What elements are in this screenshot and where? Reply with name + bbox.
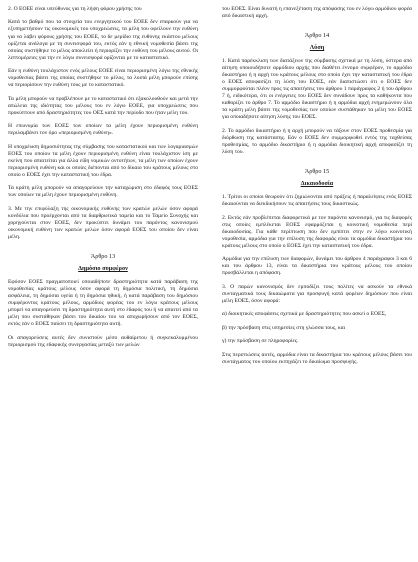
article-15-heading: Δικαιοδοσία xyxy=(300,180,334,188)
article-13-number: Άρθρο 13 xyxy=(90,253,116,260)
left-column xyxy=(8,6,198,355)
list-item-c: γ) την πρόσβαση σε πληροφορίες. xyxy=(222,338,299,345)
left-paragraph-3: Εάν η ευθύνη τουλάχιστον ενός μέλους ΕΟΕΕ είναι περιορισμένη λόγω της εθνικής νομοθεσίας βάσει της οποίας συστήθηκε το μέλος, τα λοιπά μέλη μπορούν επίσης να περιορίσουν την ευθύνη τους με το καταστατικό. xyxy=(8,68,198,89)
article-13-heading: Δημόσιο συμφέρον xyxy=(78,265,128,272)
right-paragraph-7: 3. Ο παρών κανονισμός δεν εμποδίζει τους πολίτες να ασκούν τα εθνικά συνταγματικά τους δικαιώματα για προσφυγή κατά φορέων δημόσιων που είναι μέλη ΕΟΕΣ, όσον αφορά: xyxy=(222,283,412,304)
left-paragraph-1: 2. Ο ΕΟΕΕ είναι υπεύθυνος για τη λήψη φόρου χρήσης του xyxy=(8,6,142,12)
right-paragraph-3: 2. Το αρμόδιο δικαστήριο ή η αρχή μπορούν να τάξουν στον ΕΟΕΣ προθεσμία για διόρθωση της κατάστασης. Εάν ο ΕΟΕΣ δεν συμμορφωθεί εντός της ταχθείσας προθεσμίας, το αρμόδιο δικαστήριο ή η αρμόδια διοικητική αρχή αποφασίζει τη λύση του. xyxy=(222,127,412,156)
article-14-heading: Λύση xyxy=(309,44,325,52)
article-14-number: Άρθρο 14 xyxy=(304,32,330,40)
left-paragraph-6: Η υποχρέωση δημοσιότητας της σύμβασης του καταστατικού και των λογαριασμών ΕΟΕΣ του οποίου τα μέλη έχουν περιορισμένη ευθύνη είναι τουλάχιστον ίση με εκείνη που απαιτείται για άλλα είδη νομικών οντοτήτων, τα μέλη των οποίων έχουν περιορισμένη ευθύνη και οι οποίες διέπονται από το δίκαιο του κράτους μέλους στο οποίο ο ΕΟΕΣ έχει την καταστατική του έδρα. xyxy=(8,143,198,178)
article-15-number: Άρθρο 15 xyxy=(304,168,330,176)
list-item-b: β) την πρόσβαση στις υπηρεσίες στη γλώσσα τους, και xyxy=(222,324,346,331)
right-column xyxy=(222,6,412,372)
right-paragraph-2: 1. Κατά παρέκκλιση των διατάξεων της σύμβασης σχετικά με τη λύση, ύστερα από αίτηση οποιουδήποτε αρμόδιου αρχής που διαθέτει έννομο συμφέρον, το αρμόδιο δικαστήριο ή η αρχή του κράτους μέλους στο οποίο έχει την καταστατική του έδρα ο ΕΟΕΣ αποφασίζει τη λύση του ΕΟΕΣ, εάν διαπιστώσει ότι ο ΕΟΕΣ δεν συμμορφούται πλέον προς τις απαιτήσεις του άρθρου 1 παράγραφος 2 ή του άρθρου 7 ή, ειδικότερα, ότι οι ενέργειες του ΕΟΕΣ δεν συνάδουν προς τα καθήκοντα που καθορίζει το άρθρο 7. Το αρμόδιο δικαστήριο ή η αρμόδια αρχή ενημερώνουν όλα τα κράτη μέλη βάσει της νομοθεσίας των οποίων συστάθηκαν τα μέλη του ΕΟΕΣ για οποιαδήποτε αίτηση λύσης του ΕΟΕΣ. xyxy=(222,58,412,121)
left-paragraph-10: Οι απαγορεύσεις αυτές δεν συνιστούν μέσο αυθαίρετου ή συγκεκαλυμμένου περιορισμού της εδαφικής συνεργασίας μεταξύ των μελών xyxy=(8,334,198,348)
left-paragraph-4: Τα μέλη μπορούν να προβλέπουν με το καταστατικό ότι εξακολουθούν και μετά την απώλεια της ιδιότητας του μέλους του εν λόγω ΕΟΕΕ, για υποχρεώσεις που προκύπτουν από δραστηριότητες του ΟΕΣ κατά την περίοδο που ήταν μέλη του. xyxy=(8,95,198,116)
left-paragraph-5: Η επωνυμία των ΕΟΕΣ των οποίων τα μέλη έχουν περιορισμένη ευθύνη περιλαμβάνει τον όρο «περιορισμένη ευθύνη». xyxy=(8,123,198,137)
right-paragraph-6: Αρμόδια για την επίλυση των διαφορών, δυνάμει του άρθρου 4 παράγραφοι 3 και 6 και του άρθρου 13, είναι τα δικαστήρια του κράτους μέλους του οποίου προσβάλλεται η απόφαση. xyxy=(222,256,412,277)
right-paragraph-5: 2. Εκτός εάν προβλέπεται διαφορετικά με τον παρόντα κανονισμό, για τις διαφορές στις οποίες εμπλέκεται ΕΟΕΣ εφαρμόζεται η κοινοτική νομοθεσία περί δικαιοδοσίας. Για κάθε περίπτωση που δεν εμπίπτει στην εν λόγω κοινοτική νομοθεσία, αρμόδια για την επίλυση της διαφοράς είναι τα αρμόδια δικαστήρια του κράτους μέλους στο οποίο ο ΕΟΕΣ έχει την καταστατική του έδρα. xyxy=(222,214,412,249)
right-paragraph-1: του ΕΟΕΣ. Είναι δυνατή η επανεξέταση της απόφασης του εν λόγω αρμόδιου φορέα από δικαστική αρχή. xyxy=(222,6,412,20)
right-paragraph-8: Στις περιπτώσεις αυτές, αρμόδια είναι τα δικαστήρια του κράτους μέλους βάσει του συντάγματος του οποίου εκπηγάζει το δικαίωμα προσφυγής. xyxy=(222,351,412,365)
left-paragraph-7: Τα κράτη μέλη μπορούν να απαγορεύουν την καταχώριση στο έδαφός τους ΕΟΕΣ των οποίων τα μέλη έχουν περιορισμένη ευθύνη. xyxy=(8,185,198,199)
list-item-a: α) διοικητικές αποφάσεις σχετικά με δραστηριότητες που ασκεί ο ΕΟΕΣ, xyxy=(222,311,387,318)
left-paragraph-9: Εφόσον ΕΟΕΣ πραγματοποιεί οποιαδήποτε δραστηριότητα κατά παράβαση της νομοθεσίας κράτους μέλους όσον αφορά τη δημόσια πολιτική, τη δημόσια ασφάλεια, τη δημόσια υγεία ή τη δημόσια ηθική, ή κατά παράβαση του δημόσιου συμφέροντος κράτους μέλους, αρμόδιος φορέας του εν λόγω κράτους μέλους μπορεί να απαγορεύσει τη δραστηριότητα αυτή στο έδαφός του ή να απαιτεί από τα μέλη που συστάθηκαν βάσει του δικαίου του να αποχωρήσουν από τον ΕΟΕΣ, εκτός εάν ο ΕΟΕΣ παύσει τη δραστηριότητα αυτή. xyxy=(8,279,198,328)
right-paragraph-4: 1. Τρίτοι οι οποίοι θεωρούν ότι ζημιώνονται από πράξεις ή παραλείψεις ενός ΕΟΕΣ δικαιούνται να διεκδικήσουν τις απαιτήσεις τους δικαστικώς. xyxy=(222,194,412,208)
left-paragraph-8: 3. Με την επιφύλαξη της οικονομικής ευθύνης των κρατών μελών όσον αφορά κονδύλια που προέρχονται από τα διαρθρωτικά ταμεία και το Ταμείο Συνοχής και χορηγούνται στον ΕΟΕΣ, δεν προκύπτει δυνάμει του παρόντος κανονισμού οικονομική ευθύνη των κρατών μελών όσον αφορά ΕΟΕΣ του οποίου δεν είναι μέλη. xyxy=(8,205,198,240)
left-paragraph-2: Κατά το βαθμό που τα στοιχεία του ενεργητικού του ΕΟΕΕ δεν επαρκούν για να εξυπηρετήσουν τις οικονομικές του υποχρεώσεις, τα μέλη του οφείλουν την ευθύνη για να λάβει φόρους χρήσης του ΕΟΕΕ, το δε μερίδιο της ευθύνης εκάστου μέλους ορίζεται ανάλογα με τη συνεισφορά του, εκτός εάν η εθνική νομοθεσία βάσει της οποίας συστήθηκε το μέλος αποκλείει ή περιορίζει την ευθύνη του μέλους αυτού. Οι λεπτομέρειες για την εν λόγω συνεισφορά ορίζονται με το καταστατικό. xyxy=(8,19,198,61)
